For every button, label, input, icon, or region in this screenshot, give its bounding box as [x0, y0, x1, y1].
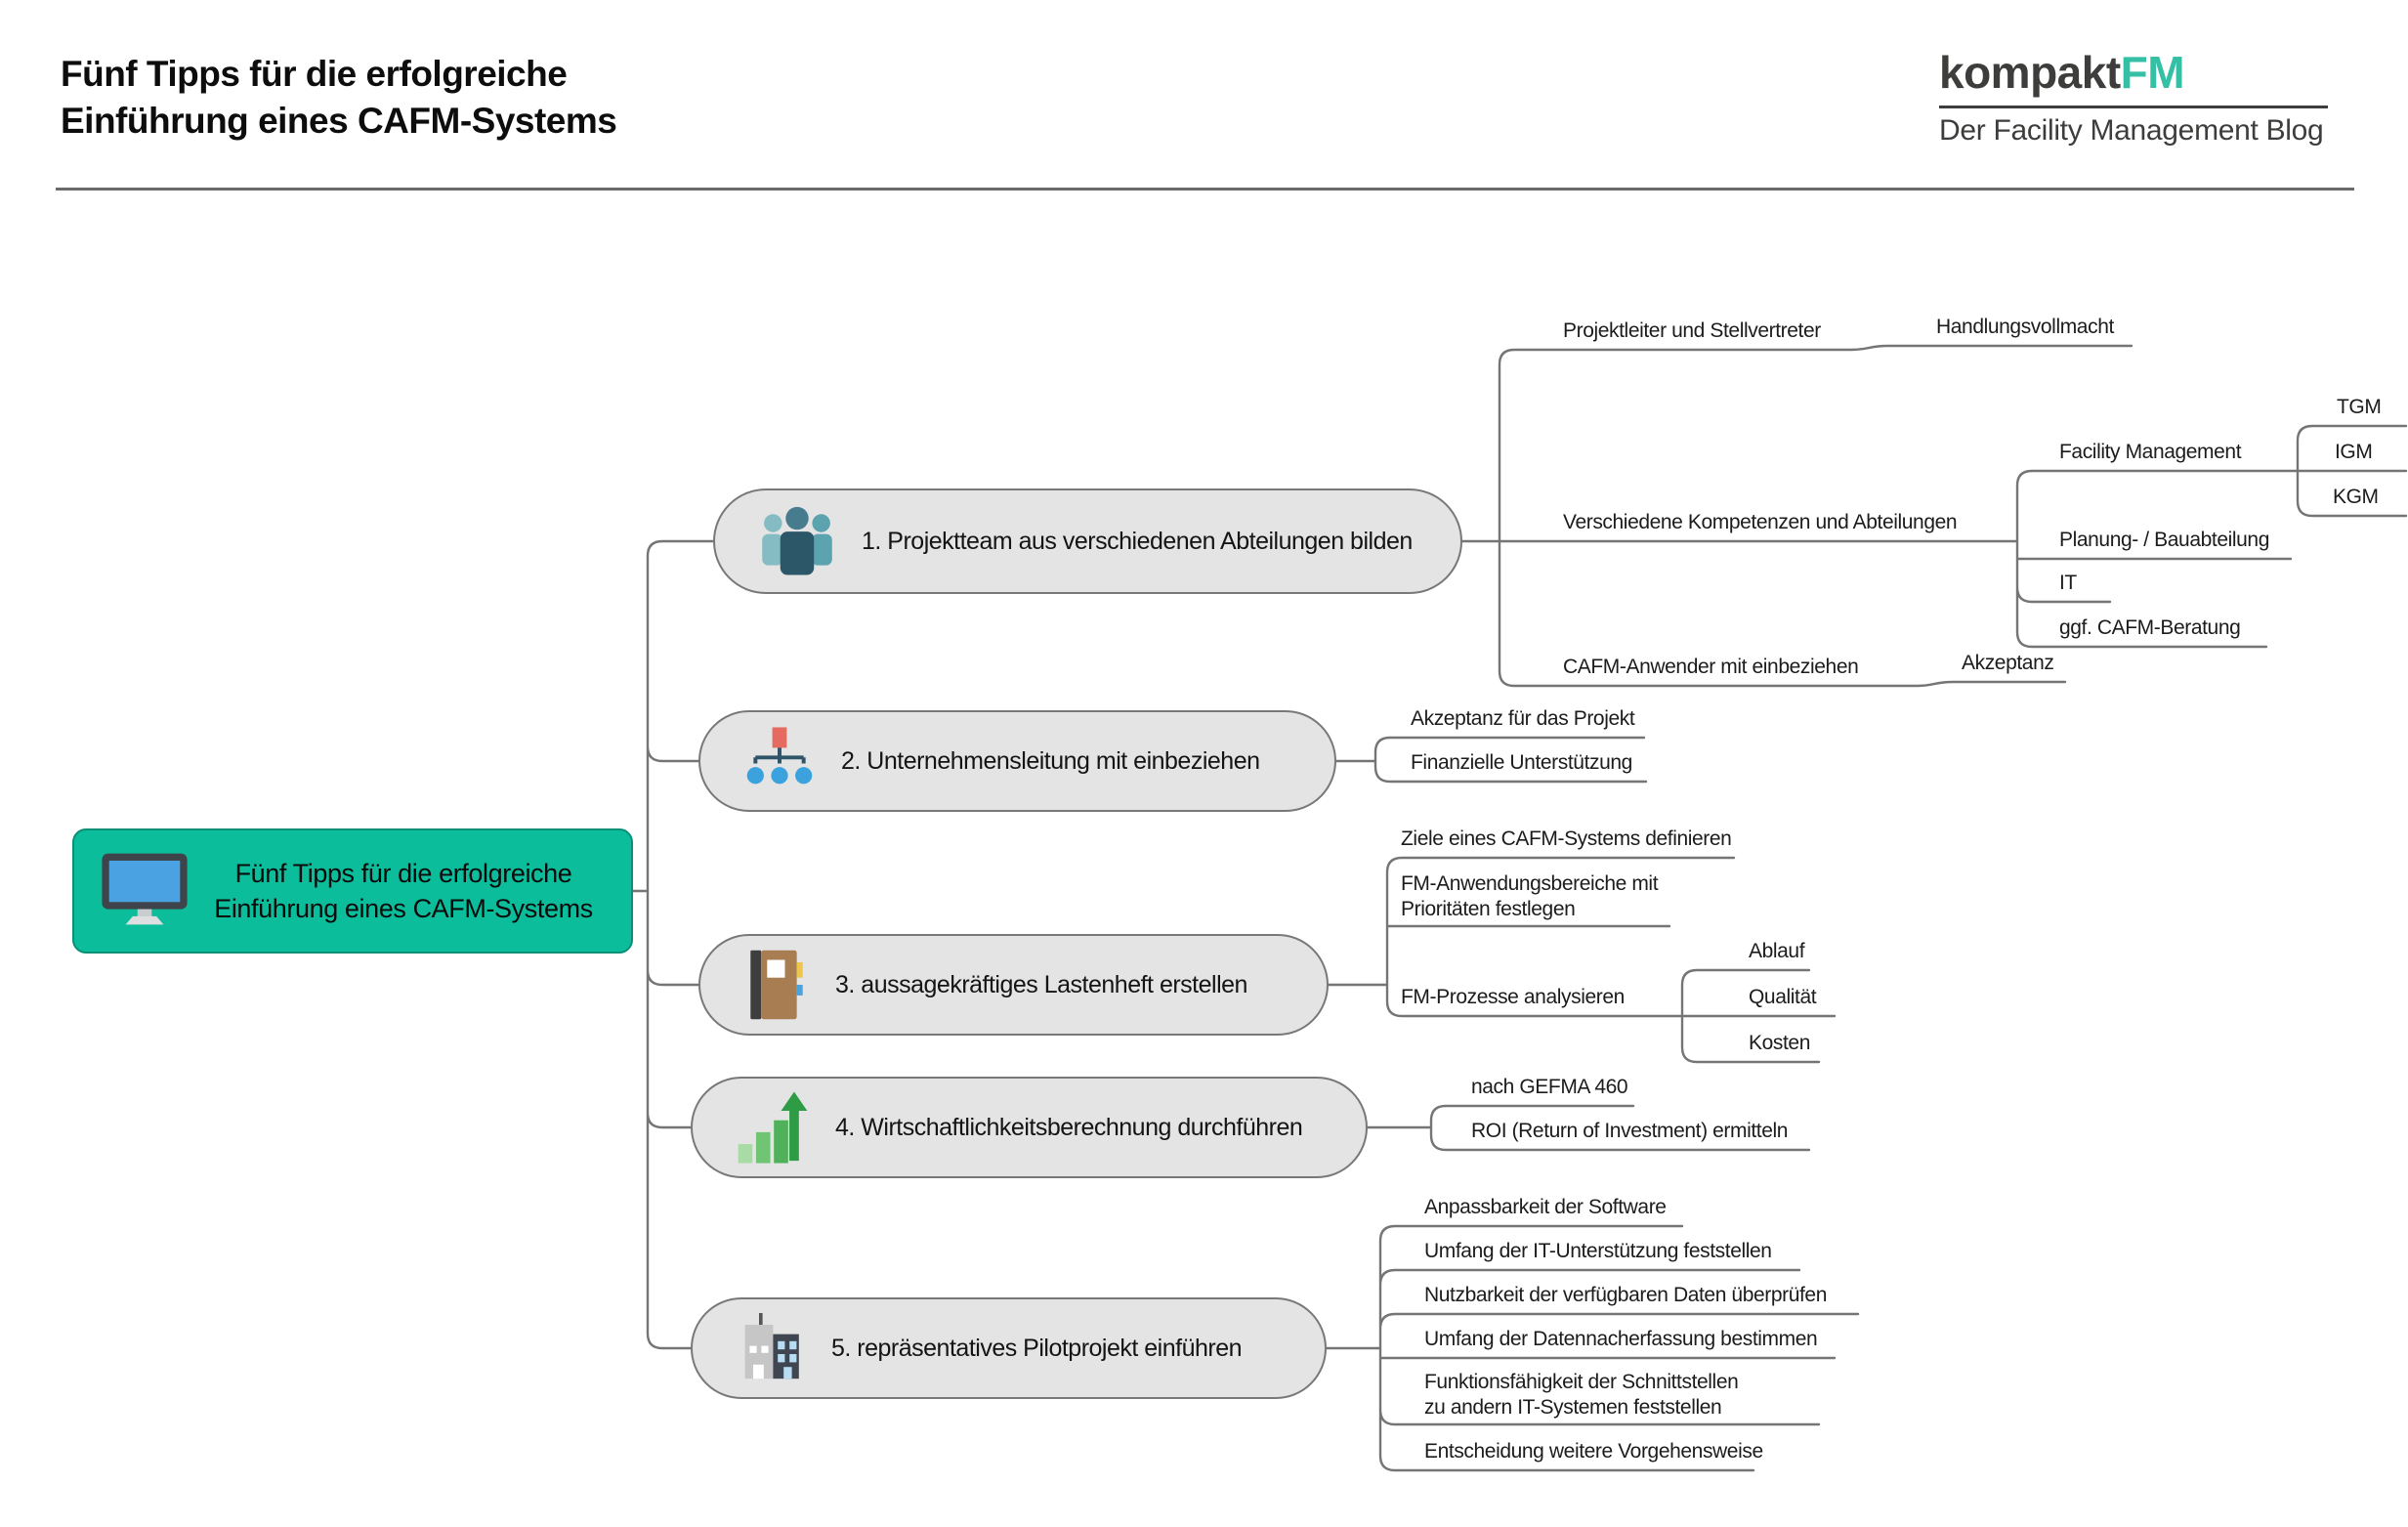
- node-it-unterstuetzung: Umfang der IT-Unterstützung feststellen: [1424, 1240, 1772, 1262]
- branch-node-pilotprojekt: [691, 1297, 1327, 1399]
- node-it: IT: [2059, 572, 2077, 594]
- root-node-label: Fünf Tipps für die erfolgreiche Einführung eines CAFM-Systems: [214, 859, 593, 923]
- branch-node-lastenheft: [698, 934, 1329, 1036]
- bar-chart-icon: [736, 1089, 810, 1166]
- node-roi-ermitteln: ROI (Return of Investment) ermitteln: [1471, 1120, 1789, 1142]
- branch-node-projektteam: [713, 488, 1462, 594]
- node-fm-anwendungsbereiche: FM-Anwendungsbereiche mit Prioritäten festlegen: [1401, 872, 1659, 920]
- logo-brand-main: kompakt: [1939, 47, 2121, 98]
- node-kgm: KGM: [2333, 486, 2379, 508]
- node-akzeptanz-projekt: Akzeptanz für das Projekt: [1411, 707, 1635, 730]
- org-chart-icon: [743, 725, 816, 797]
- node-cafm-beratung: ggf. CAFM-Beratung: [2059, 616, 2241, 639]
- team-icon: [758, 505, 836, 577]
- logo-tagline: Der Facility Management Blog: [1939, 114, 2324, 147]
- node-handlungsvollmacht: Handlungsvollmacht: [1936, 316, 2114, 338]
- branch-label: 4. Wirtschaftlichkeitsberechnung durchführen: [835, 1113, 1303, 1141]
- branch-label: 1. Projektteam aus verschiedenen Abteilungen bilden: [862, 527, 1413, 555]
- root-node: [72, 828, 633, 954]
- branch-node-wirtschaftlichkeit: [691, 1077, 1368, 1178]
- node-entscheidung-vorgehensweise: Entscheidung weitere Vorgehensweise: [1424, 1440, 1763, 1463]
- page-title-line2: Einführung eines CAFM-Systems: [61, 101, 617, 141]
- node-ablauf: Ablauf: [1749, 940, 1805, 962]
- branch-label: 2. Unternehmensleitung mit einbeziehen: [841, 746, 1260, 775]
- node-ziele-definieren: Ziele eines CAFM-Systems definieren: [1401, 827, 1732, 850]
- node-gefma-460: nach GEFMA 460: [1471, 1076, 1628, 1098]
- logo-brand-accent: FM: [2120, 47, 2185, 98]
- node-finanzielle-unterstuetzung: Finanzielle Unterstützung: [1411, 751, 1632, 774]
- book-icon: [743, 945, 810, 1025]
- node-kompetenzen-abteilungen: Verschiedene Kompetenzen und Abteilungen: [1563, 511, 1958, 533]
- branch-label: 3. aussagekräftiges Lastenheft erstellen: [835, 970, 1247, 998]
- branch-node-unternehmensleitung: [698, 710, 1336, 812]
- node-schnittstellen: Funktionsfähigkeit der Schnittstellen zu andern IT-Systemen feststellen: [1424, 1371, 1739, 1419]
- node-igm: IGM: [2335, 441, 2373, 463]
- node-fm-prozesse: FM-Prozesse analysieren: [1401, 986, 1625, 1008]
- node-planung-bauabteilung: Planung- / Bauabteilung: [2059, 529, 2269, 551]
- node-tgm: TGM: [2337, 396, 2382, 418]
- node-qualitaet: Qualität: [1749, 986, 1817, 1008]
- node-anpassbarkeit-software: Anpassbarkeit der Software: [1424, 1196, 1667, 1218]
- node-akzeptanz: Akzeptanz: [1962, 652, 2054, 674]
- buildings-icon: [736, 1310, 806, 1386]
- page-title-line1: Fünf Tipps für die erfolgreiche: [61, 54, 568, 94]
- node-nutzbarkeit-daten: Nutzbarkeit der verfügbaren Daten überprüfen: [1424, 1284, 1827, 1306]
- monitor-icon: [100, 852, 190, 931]
- node-facility-management: Facility Management: [2059, 441, 2242, 463]
- node-kosten: Kosten: [1749, 1032, 1810, 1054]
- branch-label: 5. repräsentatives Pilotprojekt einführen: [831, 1334, 1243, 1362]
- node-projektleiter-stellvertreter: Projektleiter und Stellvertreter: [1563, 319, 1821, 342]
- node-cafm-anwender: CAFM-Anwender mit einbeziehen: [1563, 656, 1859, 678]
- node-datennacherfassung: Umfang der Datennacherfassung bestimmen: [1424, 1328, 1818, 1350]
